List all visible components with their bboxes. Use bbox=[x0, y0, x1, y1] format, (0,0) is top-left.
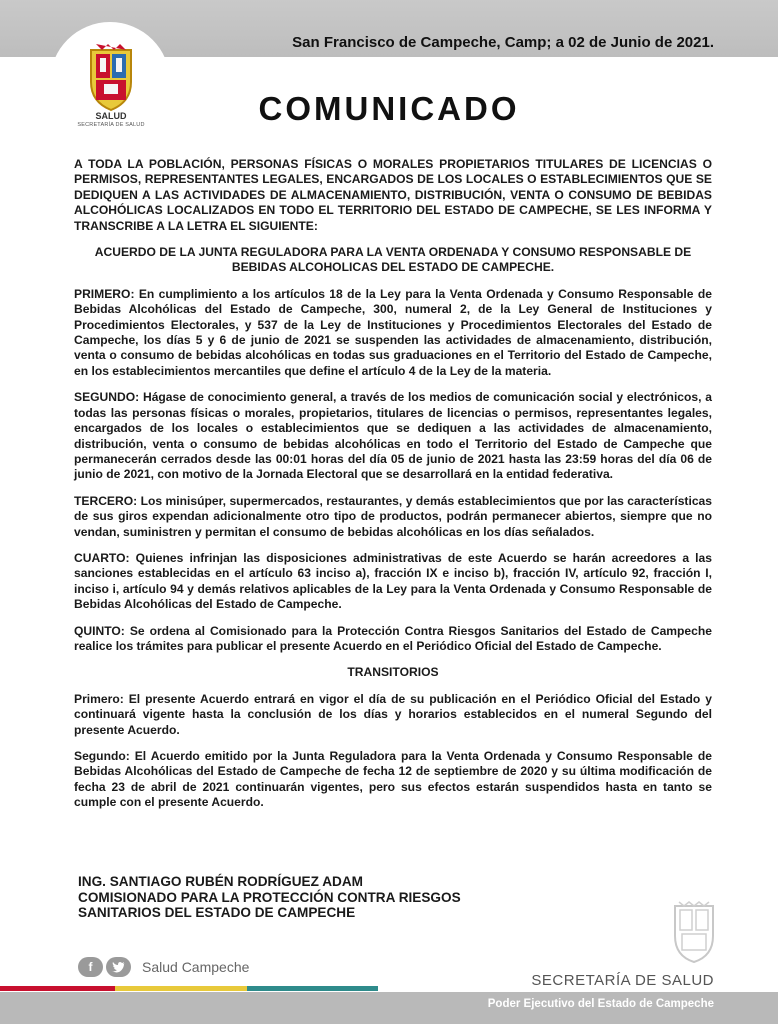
watermark-seal bbox=[672, 900, 716, 964]
clause-lead: QUINTO: bbox=[74, 623, 125, 638]
twitter-bird-glyph bbox=[112, 961, 126, 973]
footer-secretaria: SECRETARÍA DE SALUD bbox=[531, 972, 714, 989]
clause-text: Se ordena al Comisionado para la Protección Contra Riesgos Sanitarios del Estado de Campeche realice los trámites para publicar el presente Acuerdo en el Periódico Oficial del Estado de Campeche. bbox=[74, 623, 712, 653]
color-bar-red bbox=[0, 986, 115, 991]
clause-primero bbox=[74, 287, 712, 379]
clause-lead: CUARTO: bbox=[74, 550, 130, 565]
signature-name: ING. SANTIAGO RUBÉN RODRÍGUEZ ADAM bbox=[78, 874, 363, 889]
clause-quinto bbox=[74, 624, 712, 655]
clause-text: Los minisúper, supermercados, restaurantes, y demás establecimientos que por las características de sus giros expendan adicionalmente otro tipo de productos, podrán permanecer abiertos, siempre que no vendan, suministren y permitan el consumo de bebidas alcohólicas en los días señalados. bbox=[74, 493, 712, 539]
transitorio-lead: Primero: bbox=[74, 691, 124, 706]
social-links bbox=[78, 957, 249, 977]
clause-text: Quienes infrinjan las disposiciones administrativas de este Acuerdo se harán acreedores a las sanciones establecidas en el artículo 63 inciso a), fracción IX e inciso b), fracción IV, artículo 92, fracción I, inciso i, artículo 94 y demás relativos aplicables de la Ley para la Venta Ordenada y Consumo Responsable de Bebidas Alcohólicas del Estado de Campeche. bbox=[74, 550, 712, 612]
clause-text: Hágase de conocimiento general, a través de los medios de comunicación social y electrónicos, a todas las personas físicas o morales, propietarios, titulares de licencias o permisos, representantes legales, encargados de los locales o establecimientos que se dediquen a las actividades de almacenamiento, distribución, venta o consumo de bebidas alcohólicas en todo el Territorio del Estado de Campeche que permanecerán cerrados desde las 00:01 horas del día 05 de junio de 2021 hasta las 23:59 horas del día 06 de junio de 2021, con motivo de la Jornada Electoral que se desarrollará en la entidad federativa. bbox=[74, 390, 712, 482]
transitorio-lead: Segundo: bbox=[74, 749, 130, 763]
clause-lead: SEGUNDO: bbox=[74, 390, 140, 405]
signature-title-line1: COMISIONADO PARA LA PROTECCIÓN CONTRA RIESGOS bbox=[78, 889, 461, 905]
transitorio-text: El Acuerdo emitido por la Junta Reguladora para la Venta Ordenada y Consumo Responsable de Bebidas Alcohólicas del Estado de Campeche de fecha 12 de septiembre de 2020 y su última modificación de fecha 23 de abril de 2021 continuarán vigentes, pero sus efectos estarán suspendidos hasta en tanto se cumple con el presente Acuerdo. bbox=[74, 749, 712, 810]
clause-lead: PRIMERO: bbox=[74, 286, 135, 301]
transitorio-text: El presente Acuerdo entrará en vigor el día de su publicación en el Periódico Oficial del Estado y continuará vigente hasta la conclusión de los días y horarios establecidos en el numeral Segundo del presente Acuerdo. bbox=[74, 691, 712, 737]
clause-tercero bbox=[74, 494, 712, 540]
logo-salud-label: SALUD bbox=[95, 111, 127, 121]
color-bar-teal bbox=[247, 986, 378, 991]
color-bar-yellow bbox=[115, 986, 247, 991]
logo-sub-label: SECRETARÍA DE SALUD bbox=[77, 122, 145, 128]
social-handle: Salud Campeche bbox=[142, 959, 250, 975]
transitorios-title: TRANSITORIOS bbox=[347, 665, 439, 680]
intro-paragraph: A TODA LA POBLACIÓN, PERSONAS FÍSICAS O MORALES PROPIETARIOS TITULARES DE LICENCIAS O PERMISOS, REPRESENTANTES LEGALES, ENCARGADOS DE LOS LOCALES O ESTABLECIMIENTOS QUE SE DEDIQUEN A LAS ACTIVIDADES DE ALMACENAMIENTO, DISTRIBUCIÓN, VENTA O CONSUMO DE BEBIDAS ALCOHÓLICAS LOCALIZADOS EN TODO EL TERRITORIO DEL ESTADO DE CAMPECHE, SE LES INFORMA Y TRANSCRIBE A LA LETRA EL SIGUIENTE: bbox=[74, 157, 712, 233]
facebook-icon[interactable]: f bbox=[78, 957, 103, 977]
clause-cuarto bbox=[74, 551, 712, 613]
clause-segundo bbox=[74, 390, 712, 482]
transitorio-segundo bbox=[74, 749, 712, 811]
twitter-icon[interactable] bbox=[106, 957, 131, 977]
transitorio-primero bbox=[74, 692, 712, 738]
signature-title-line2: SANITARIOS DEL ESTADO DE CAMPECHE bbox=[78, 905, 356, 920]
date-line: San Francisco de Campeche, Camp; a 02 de Junio de 2021. bbox=[292, 34, 714, 51]
agreement-title: ACUERDO DE LA JUNTA REGULADORA PARA LA VENTA ORDENADA Y CONSUMO RESPONSABLE DE BEBIDAS ALCOHOLICAS DEL ESTADO DE CAMPECHE. bbox=[94, 245, 692, 275]
footer-poder-ejecutivo: Poder Ejecutivo del Estado de Campeche bbox=[487, 998, 714, 1010]
communique-body bbox=[74, 157, 712, 822]
signature-block bbox=[78, 874, 461, 921]
page-title: COMUNICADO bbox=[258, 90, 520, 127]
clause-lead: TERCERO: bbox=[74, 493, 138, 508]
clause-text: En cumplimiento a los artículos 18 de la Ley para la Venta Ordenada y Consumo Responsable de Bebidas Alcohólicas del Estado de Campeche, 300, numeral 2, de la Ley General de Instituciones y Procedimientos Electorales, y 537 de la Ley de Instituciones y Procedimientos Electorales del Estado de Campeche, los días 5 y 6 de junio de 2021 se suspenden las actividades de almacenamiento, distribución, venta o consumo de bebidas alcohólicas en todas sus graduaciones en el Territorio del Estado de Campeche, en los establecimientos mercantiles que define el artículo 4 de la Ley de la materia. bbox=[74, 286, 712, 378]
